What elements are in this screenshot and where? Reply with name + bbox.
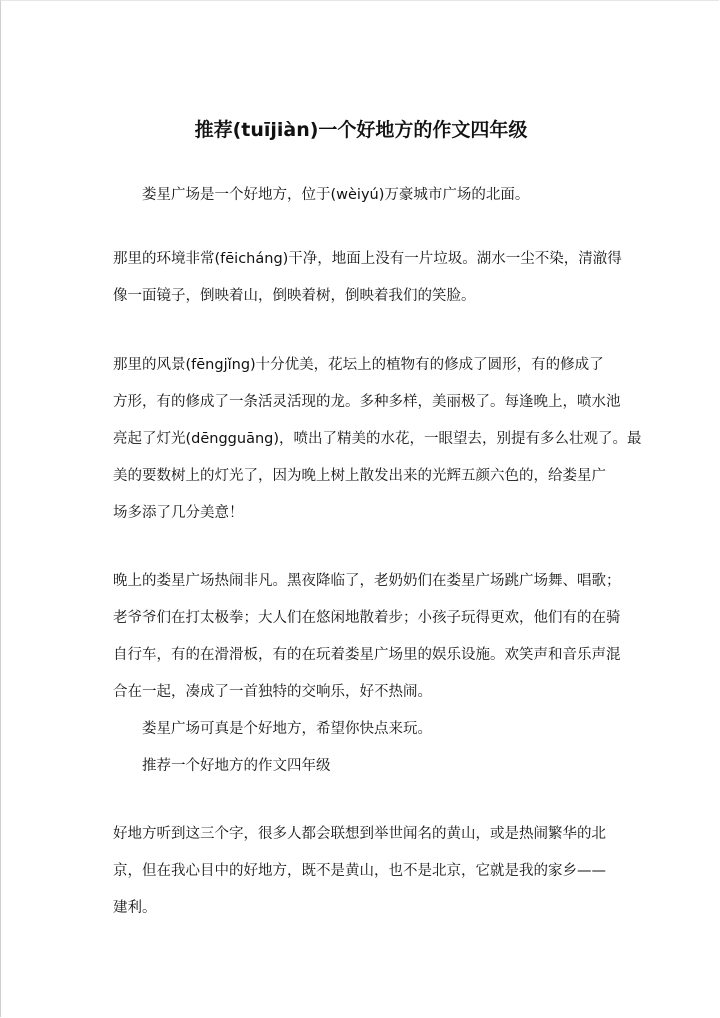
document-title: 推荐(tuījiàn)一个好地方的作文四年级 (194, 119, 528, 141)
paragraph-line: 场多添了几分美意！ (113, 505, 244, 521)
paragraph-closing (113, 711, 609, 748)
paragraph-line: 建利。 (113, 900, 157, 916)
paragraph-environment (113, 241, 622, 315)
section-heading (113, 748, 609, 785)
paragraph-line: 好地方听到这三个字，很多人都会联想到举世闻名的黄山，或是热闹繁华的北 (113, 826, 606, 842)
paragraph-line: 亮起了灯光(dēngguāng)，喷出了精美的水花，一眼望去，别提有多么壮观了。最 (113, 431, 642, 447)
paragraph-intro (113, 177, 609, 214)
paragraph-line: 老爷爷们在打太极拳；大人们在悠闲地散着步；小孩子玩得更欢，他们有的在骑 (113, 610, 621, 626)
paragraph-line: 那里的环境非常(fēicháng)干净，地面上没有一片垃圾。湖水一尘不染，清澈得 (113, 251, 622, 267)
paragraph-line: 娄星广场可真是个好地方，希望你快点来玩。 (142, 721, 432, 737)
paragraph-line: 京，但在我心目中的好地方，既不是黄山，也不是北京，它就是我的家乡—— (113, 863, 606, 879)
paragraph-line: 方形，有的修成了一条活灵活现的龙。多种多样，美丽极了。每逢晚上，喷水池 (113, 394, 621, 410)
paragraph-line: 推荐一个好地方的作文四年级 (142, 758, 331, 774)
paragraph-line: 像一面镜子，倒映着山，倒映着树，倒映着我们的笑脸。 (113, 288, 476, 304)
paragraph-line: 自行车，有的在滑滑板，有的在玩着娄星广场里的娱乐设施。欢笑声和音乐声混 (113, 647, 621, 663)
paragraph-hometown (113, 816, 609, 927)
paragraph-line: 晚上的娄星广场热闹非凡。黑夜降临了，老奶奶们在娄星广场跳广场舞、唱歌； (113, 573, 621, 589)
paragraph-line: 娄星广场是一个好地方，位于(wèiyú)万豪城市广场的北面。 (142, 187, 530, 203)
paragraph-line: 合在一起，凑成了一首独特的交响乐，好不热闹。 (113, 684, 432, 700)
paragraph-line: 那里的风景(fēngjǐng)十分优美，花坛上的植物有的修成了圆形，有的修成了 (113, 357, 604, 373)
paragraph-line: 美的要数树上的灯光了，因为晚上树上散发出来的光辉五颜六色的，给娄星广 (113, 468, 606, 484)
paragraph-evening (113, 563, 621, 711)
paragraph-scenery (113, 347, 642, 532)
